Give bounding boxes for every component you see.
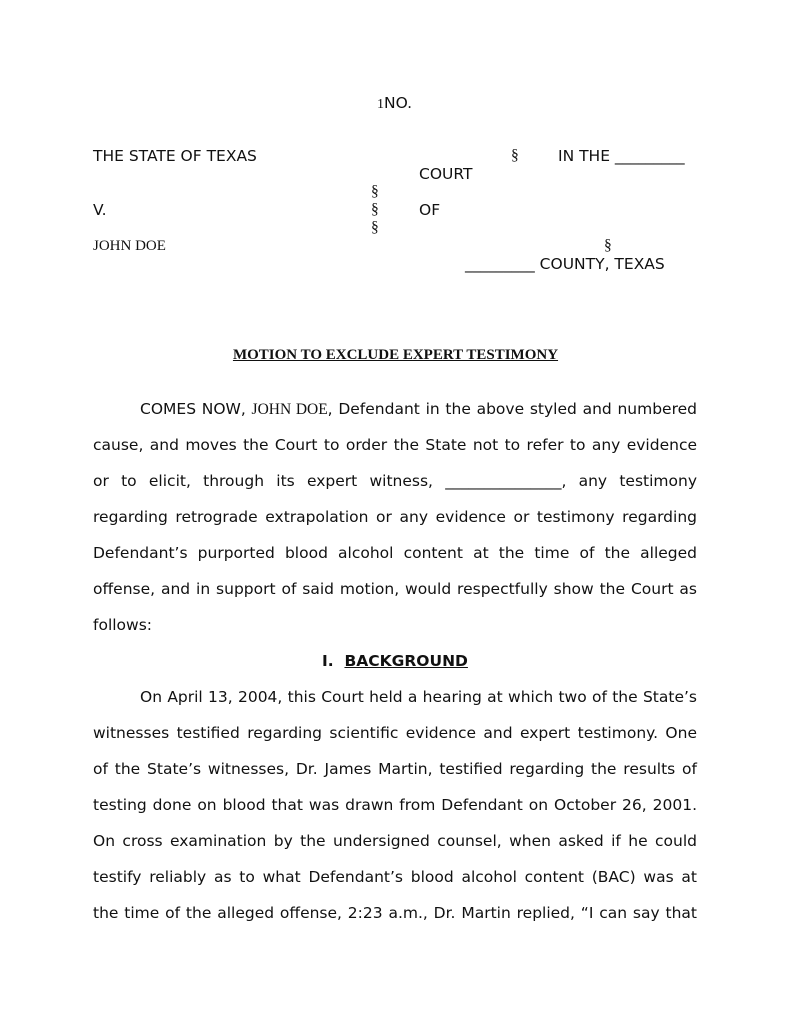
caption-section-mark-5: §	[604, 237, 612, 254]
background-line-1: On April 13, 2004, this Court held a hearing at which two of the State’s	[140, 688, 697, 706]
background-line-2: witnesses testified regarding scientific evidence and expert testimony. One	[93, 724, 697, 742]
section-title: BACKGROUND	[344, 652, 468, 670]
intro-defendant-name: JOHN DOE	[251, 401, 328, 418]
caption-section-mark-3: §	[371, 201, 379, 218]
caption-in-the: IN THE _________	[558, 147, 685, 165]
caption-of: OF	[419, 201, 441, 219]
caption-section-mark-4: §	[371, 219, 379, 236]
caption-versus: V.	[93, 201, 107, 219]
cause-number-label: NO.	[384, 94, 413, 112]
background-line-4: testing done on blood that was drawn from Defendant on October 26, 2001.	[93, 796, 697, 814]
caption-defendant: JOHN DOE	[93, 238, 166, 254]
background-line-7: the time of the alleged offense, 2:23 a.m., Dr. Martin replied, “I can say that	[93, 904, 697, 922]
intro-line-4: regarding retrograde extrapolation or any evidence or testimony regarding	[93, 508, 697, 526]
background-line-3: of the State’s witnesses, Dr. James Martin, testified regarding the results of	[93, 760, 697, 778]
background-line-6: testify reliably as to what Defendant’s blood alcohol content (BAC) was at	[93, 868, 697, 886]
document-title: MOTION TO EXCLUDE EXPERT TESTIMONY	[232, 347, 559, 363]
caption-section-mark-2: §	[371, 183, 379, 200]
background-line-5: On cross examination by the undersigned counsel, when asked if he could	[93, 832, 697, 850]
intro-prefix: COMES NOW,	[140, 400, 252, 418]
caption-court: COURT	[419, 165, 473, 183]
cause-number	[377, 94, 412, 114]
intro-line-6: offense, and in support of said motion, would respectfully show the Court as	[93, 580, 697, 598]
intro-line-2: cause, and moves the Court to order the State not to refer to any evidence	[93, 436, 697, 454]
footnote-mark: 1	[377, 97, 384, 112]
section-number: I.	[322, 652, 334, 670]
caption-section-mark-1: §	[511, 147, 519, 164]
intro-line-3: or to elicit, through its expert witness, _______________, any testimony	[93, 472, 697, 490]
intro-suffix: , Defendant in the above styled and numbered	[327, 400, 697, 418]
caption-county: _________ COUNTY, TEXAS	[465, 255, 665, 273]
intro-line-1	[140, 399, 697, 420]
section-heading	[322, 651, 468, 671]
caption-state: THE STATE OF TEXAS	[93, 147, 257, 165]
intro-line-7: follows:	[93, 616, 153, 634]
intro-line-5: Defendant’s purported blood alcohol content at the time of the alleged	[93, 544, 697, 562]
